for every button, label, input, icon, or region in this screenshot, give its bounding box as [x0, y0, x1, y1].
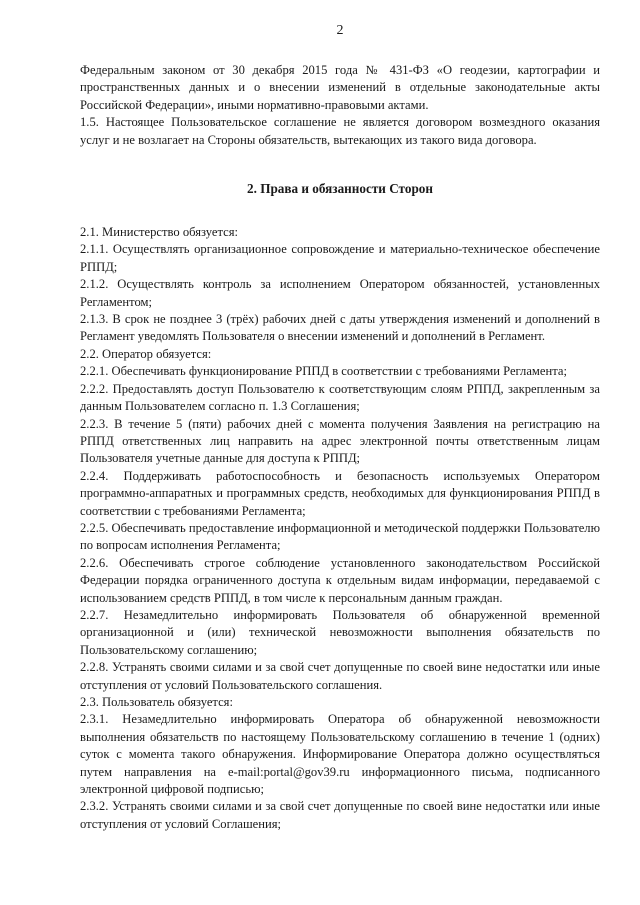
intro-paragraph-law: Федеральным законом от 30 декабря 2015 года № 431-ФЗ «О геодезии, картографии и пространственных данных и о внесении изменений в отдельные законодательные акты Российской Федерации», иными нормативно-правовыми актами.: [80, 63, 600, 112]
clause-2-2-4: 2.2.4. Поддерживать работоспособность и безопасность используемых Оператором программно-аппаратных и программных средств, необходимых для функционирования РППД в соответствии с требованиями Регламента;: [80, 468, 600, 518]
clause-2-2-5: 2.2.5. Обеспечивать предоставление информационной и методической поддержки Пользователю по вопросам исполнения Регламента;: [80, 520, 600, 553]
clause-2-3-1: 2.3.1. Незамедлительно информировать Оператора об обнаруженной невозможности выполнения обязательств по настоящему Пользовательскому соглашению в течение 1 (одних) суток с момента такого обнаружения. Информирование Оператора должно осуществляться путем направления на e-mail:portal@gov39.ru информационного письма, подписанного электронной цифровой подписью;: [80, 712, 600, 797]
section-title: 2. Права и обязанности Сторон: [247, 181, 433, 197]
clause-2-1: 2.1. Министерство обязуется:: [80, 225, 238, 240]
clause-2-2-6: 2.2.6. Обеспечивать строгое соблюдение установленного законодательством Российской Федерации порядка ограниченного доступа к отдельным видам информации, передаваемой с использованием средств РППД, в том числе к персональным данным граждан.: [80, 555, 600, 605]
clause-2-1-2: 2.1.2. Осуществлять контроль за исполнением Оператором обязанностей, установленных Регламентом;: [80, 277, 600, 309]
clause-2-2-7: 2.2.7. Незамедлительно информировать Пользователя об обнаруженной временной организационной и (или) технической невозможности выполнения обязательств по Пользовательскому соглашению;: [80, 607, 600, 657]
clause-2-3: 2.3. Пользователь обязуется:: [80, 695, 233, 709]
document-page: [80, 22, 600, 833]
clause-2-2: 2.2. Оператор обязуется:: [80, 346, 212, 361]
clause-2-2-1: 2.2.1. Обеспечивать функционирование РППД в соответствии с требованиями Регламента;: [80, 364, 567, 379]
intro-paragraph-1-5: 1.5. Настоящее Пользовательское соглашение не является договором возмездного оказания услуг и не возлагает на Стороны обязательств, вытекающих из такого вида договора.: [80, 115, 600, 147]
clause-2-3-2: 2.3.2. Устранять своими силами и за свой счет допущенные по своей вине недостатки или иные отступления от условий Соглашения;: [80, 799, 600, 831]
clause-2-2-3: 2.2.3. В течение 5 (пяти) рабочих дней с момента получения Заявления на регистрацию на РППД ответственных лиц направить на адрес электронной почты ответственным лицам Пользователя учетные данные для доступа к РППД;: [80, 416, 600, 466]
page-number: 2: [336, 23, 344, 38]
clause-2-1-3: 2.1.3. В срок не позднее 3 (трёх) рабочих дней с даты утверждения изменений и дополнений в Регламент уведомлять Пользователя о внесении изменений и дополнений в Регламент.: [80, 312, 600, 344]
clause-2-2-8: 2.2.8. Устранять своими силами и за свой счет допущенные по своей вине недостатки или иные отступления от условий Пользовательского соглашения.: [80, 660, 600, 692]
clause-2-2-2: 2.2.2. Предоставлять доступ Пользователю к соответствующим слоям РППД, закрепленным за данным Пользователем согласно п. 1.3 Соглашения;: [80, 381, 600, 414]
clause-2-1-1: 2.1.1. Осуществлять организационное сопровождение и материально-техническое обеспечение РППД;: [80, 242, 600, 274]
